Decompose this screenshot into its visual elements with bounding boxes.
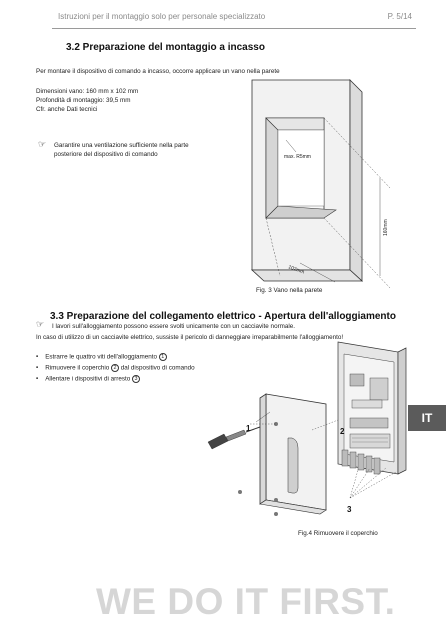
page-header [52,12,416,24]
spec-depth: Profondità di montaggio: 39,5 mm [36,97,131,104]
step-2: • Rimuovere il coperchio 2 dal dispositivo di comando [36,364,195,372]
step-number-badge: 1 [159,353,167,361]
section-heading-3-3: 3.3 Preparazione del collegamento elettrico - Apertura dell'alloggiamento [50,311,396,322]
callout-1: 1 [246,424,251,433]
screwdriver-warning: In caso di utilizzo di un cacciavite elettrico, sussiste il pericolo di danneggiare irreparabilmente l'alloggiamento! [36,334,344,341]
slogan: WE DO IT FIRST. [96,581,396,622]
figure-3-caption: Fig. 3 Vano nella parete [256,287,323,294]
spec-see-also: Cfr. anche Dati tecnici [36,106,98,113]
height-dimension-label: 160mm [383,219,389,236]
radius-label: max. R5mm [284,154,311,160]
figure-4-caption: Fig.4 Rimuovere il coperchio [298,530,378,537]
language-tab-it: IT [408,405,446,431]
width-dimension-label: 102mm [287,264,306,276]
wall-cavity-figure [240,78,400,288]
spec-cavity-size: Dimensioni vano: 160 mm x 102 mm [36,88,139,95]
remove-cover-figure [200,338,412,534]
ventilation-note-line2: posteriore del dispositivo di comando [54,151,158,158]
step-number-badge: 3 [132,375,140,383]
header-divider [52,28,416,29]
section-intro: Per montare il dispositivo di comando a incasso, occorre applicare un vano nella parete [36,68,280,75]
section-heading-3-2: 3.2 Preparazione del montaggio a incasso [66,42,265,53]
callout-3: 3 [347,505,352,514]
step-number-badge: 2 [111,364,119,372]
step-1: • Estrarre le quattro viti dell'alloggiamento 1 [36,353,167,361]
header-title: Istruzioni per il montaggio solo per personale specializzato [58,12,266,21]
screwdriver-note: I lavori sull'alloggiamento possono essere svolti unicamente con un cacciavite normale. [52,323,296,330]
ventilation-note-line1: Garantire una ventilazione sufficiente nella parte [54,142,189,149]
pointing-hand-icon: ☞ [38,140,47,150]
page-number: P. 5/14 [387,12,412,21]
callout-2: 2 [340,427,345,436]
step-3: • Allentare i dispositivi di arresto 3 [36,375,140,383]
pointing-hand-icon: ☞ [36,320,45,330]
